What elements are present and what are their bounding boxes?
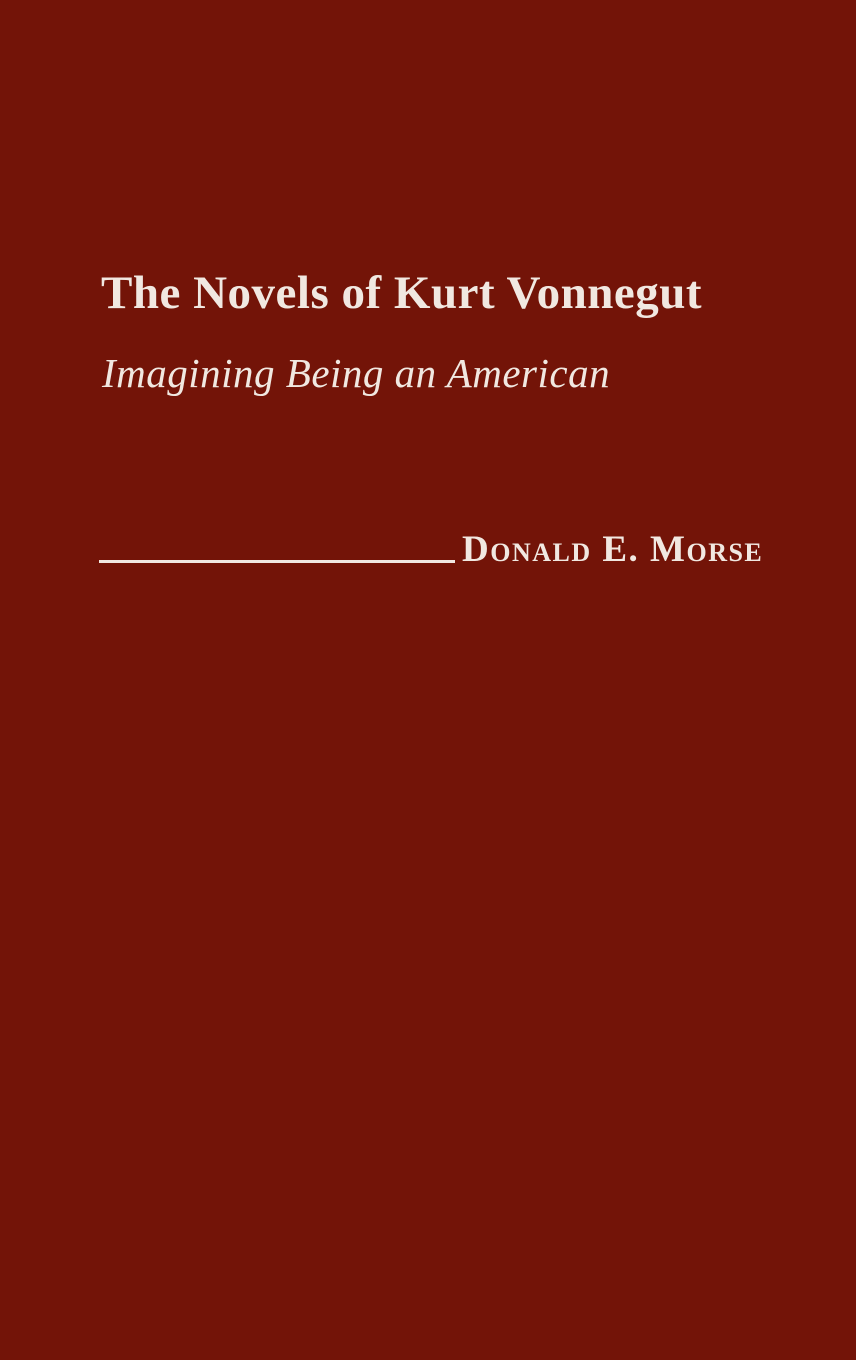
author-name: Donald E. Morse bbox=[462, 529, 764, 570]
book-subtitle: Imagining Being an American bbox=[102, 350, 611, 396]
book-title: The Novels of Kurt Vonnegut bbox=[101, 267, 703, 319]
author-rule bbox=[99, 560, 455, 563]
